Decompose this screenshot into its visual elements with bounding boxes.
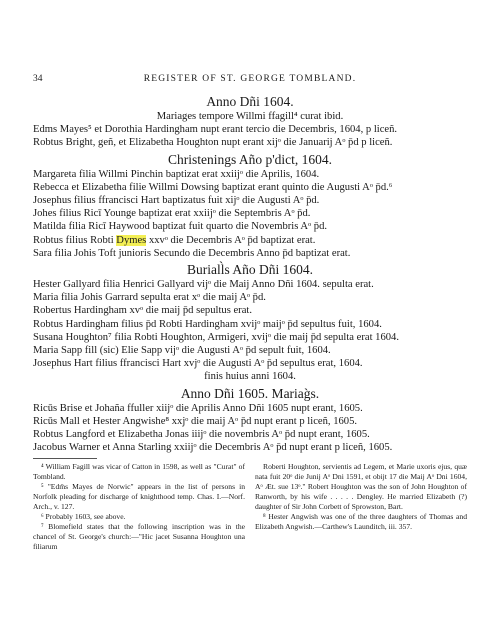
footnote: ⁴ William Fagill was vicar of Catton in 1598, as well as "Curat" of Tombland. <box>33 462 245 482</box>
entry-line: Ricūs Mall et Hester Angwishe⁸ xxjᵒ die maij Aᵒ p̄d nupt erant p liceñ, 1605. <box>33 415 358 427</box>
entry-text: Robtus filius Robti <box>33 234 117 246</box>
footnote: Roberti Houghton, servientis ad Legem, et Marie uxoris ejus, quæ nata fuit 20ᵒ die Junij Aᵒ Dni 1591, et obijt 17 die Maij Aᵒ Dni 1604, Aᵒ Æt. sue 13ᵒ." Robert Houghton was the son of John Houghton of Ranworth, by his wife . . . . . Dengley. He married Elizabeth (?) daughter of Sir John Corbett of Sprowston, Bart. <box>255 462 467 512</box>
entry-line: Robtus Bright, geñ, et Elizabetha Houghton nupt erant xijᵒ die Januarij Aᵒ p̄d p liceñ. <box>33 137 393 149</box>
entry-line: Maria filia Johis Garrard sepulta erat xᵒ die maij Aᵒ p̄d. <box>33 292 266 304</box>
year-end-note: finis huius anni 1604. <box>204 371 296 383</box>
entry-line: Josephus filius ffrancisci Hart baptizatus fuit xijᵒ die Augusti Aᵒ p̄d. <box>33 195 320 207</box>
entry-line: Hester Gallyard filia Henrici Gallyard vijᵒ die Maij Anno Dñi 1604. sepulta erat. <box>33 279 374 291</box>
entry-line: Margareta filia Willmi Pinchin baptizat erat xxiijᵒ die Aprilis, 1604. <box>33 168 320 180</box>
marriages-intro: Mariages tempore Willmi ffagill⁴ curat ibid. <box>156 111 344 122</box>
entry-line: Jacobus Warner et Anna Starling xxiijᵒ die Decembris Aᵒ p̄d nupt erant p liceñ, 1605. <box>33 442 393 454</box>
entry-line: Maria Sapp fill (sic) Elie Sapp vijᵒ die Augusti Aᵒ p̄d sepult fuit, 1604. <box>33 345 331 357</box>
footnote: ⁸ Hester Angwish was one of the three daughters of Thomas and Elizabeth Angwish.—Carthew's Launditch, iii. 357. <box>255 512 467 532</box>
entry-line: Josephus Hart filius ffrancisci Hart xvjᵒ die Augusti Aᵒ p̄d sepultus erat, 1604. <box>33 358 363 370</box>
entry-line: Susana Houghton⁷ filia Robti Houghton, Armigeri, xvijᵒ die maij p̄d sepulta erat 1604. <box>33 331 400 343</box>
footnote-column-right <box>255 462 467 552</box>
footnote: ⁷ Blomefield states that the following inscription was in the chancel of St. George's church:—"Hic jacet Susanna Houghton una filiarum <box>33 522 245 552</box>
page-number: 34 <box>33 74 43 84</box>
heading-anno-1605: Anno Dñi 1605. Mariag̀s. <box>180 385 320 401</box>
entry-line: Matilda filia Ricī Haywood baptizat fuit quarto die Novembris Aᵒ p̄d. <box>33 221 328 233</box>
entry-line: Johes filius Ricī Younge baptizat erat xxiijᵒ die Septembris Aᵒ p̄d. <box>33 208 311 220</box>
footnote-column-left <box>33 462 245 552</box>
register-body <box>33 92 467 552</box>
entry-line: Ricūs Brise et Johaña ffuller xiijᵒ die Aprilis Anno Dñi 1605 nupt erant, 1605. <box>33 402 363 414</box>
highlighted-name: Dymes <box>116 234 147 246</box>
entry-line: Edms Mayes⁵ et Dorothia Hardingham nupt erant tercio die Decembris, 1604, p liceñ. <box>33 124 398 136</box>
heading-anno-1604: Anno Dñi 1604. <box>206 94 294 109</box>
footnote: ⁵ "Edm̄s Mayes de Norwic" appears in the list of persons in Norfolk pleading for discharge of knighthood temp. Chas. I.—Norf. Arch., v. 127. <box>33 482 245 512</box>
entry-line: Robtus Hardingham filius p̄d Robti Hardingham xvijᵒ maijᵒ p̄d sepultus fuit, 1604. <box>33 318 382 330</box>
entry-line: Robtus Langford et Elizabetha Jonas iiijᵒ die novembris Aᵒ p̄d nupt erant, 1605. <box>33 429 370 441</box>
entry-line: Robertus Hardingham xvᵒ die maij p̄d sepultus erat. <box>33 305 253 317</box>
entry-line: Sara filia Johis Toft junioris Secundo die Decembris Anno p̄d baptizat erat. <box>33 247 351 259</box>
entry-text: xxvᵒ die Decembris Aᵒ p̄d baptizat erat. <box>146 234 316 246</box>
entry-line-highlighted <box>33 234 467 247</box>
footnote: ⁶ Probably 1603, see above. <box>41 512 126 522</box>
running-header <box>33 74 467 88</box>
entry-line: Rebecca et Elizabetha filie Willmi Dowsing baptizat erant quinto die Augusti Aᵒ p̄d.⁶ <box>33 181 393 193</box>
running-title: REGISTER OF ST. GEORGE TOMBLAND. <box>143 74 357 84</box>
footnote-rule <box>33 458 97 459</box>
heading-burials: Buriall̀s Año Dñi 1604. <box>186 262 313 278</box>
heading-christenings: Christenings Año p'dict, 1604. <box>167 151 333 167</box>
footnotes <box>33 462 467 552</box>
